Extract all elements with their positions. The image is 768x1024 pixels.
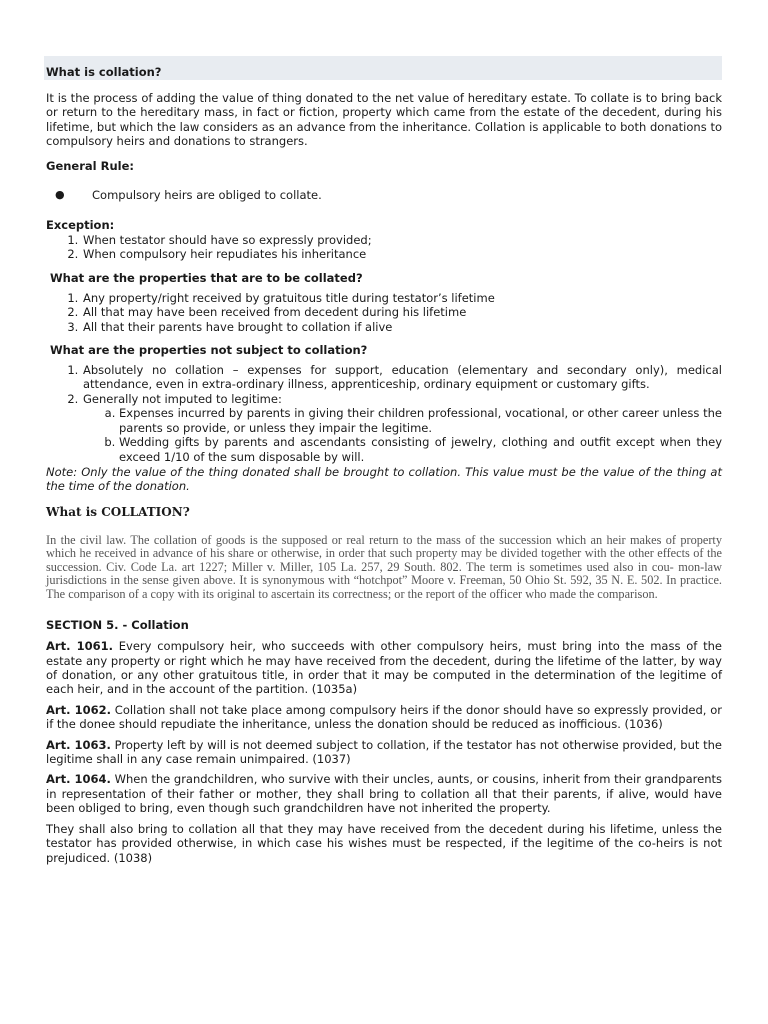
exception-list	[46, 233, 722, 262]
list-item: 1. Any property/right received by gratuitous title during testator’s lifetime	[82, 291, 722, 305]
note-paragraph: Note: Only the value of the thing donated shall be brought to collation. This value must be the value of the thing at the time of the donation.	[46, 464, 722, 494]
general-rule-heading: General Rule:	[46, 158, 134, 173]
article-1062: Art. 1062. Collation shall not take place among compulsory heirs if the donor should have so expressly provided, or if the donee should repudiate the inheritance, unless the donation should be reduced as inofficious. (1036)	[46, 702, 722, 732]
list-item: 1. Absolutely no collation – expenses for support, education (elementary and secondary only), medical attendance, even in extra-ordinary illness, apprenticeship, ordinary equipment or customary gifts.	[82, 363, 722, 392]
exception-heading: Exception:	[46, 218, 115, 233]
article-1064: Art. 1064. When the grandchildren, who survive with their uncles, aunts, or cousins, inherit from their grandparents in representation of their father or mother, they shall bring to collation all that their parents, if alive, would have been obliged to bring, even though such grandchildren have not inherited the property.	[46, 772, 722, 816]
question-banner	[44, 56, 722, 80]
collated-heading: What are the properties that are to be collated?	[50, 270, 363, 285]
list-item: 2. Generally not imputed to legitime: a. Expenses incurred by parents in giving their children professional, vocational, or other career unless the parents so provide, or unless they impair the legitime. b. Wedding gifts by parents and ascendants consisting of jewelry, clothing and outfit except when they exceed 1/10 of the sum disposable by will.	[82, 392, 722, 464]
list-item: 2. When compulsory heir repudiates his inheritance	[82, 247, 722, 261]
sub-list-item: a. Expenses incurred by parents in giving their children professional, vocational, or other career unless the parents so provide, or unless they impair the legitime.	[119, 406, 722, 435]
sub-list	[83, 406, 722, 464]
article-1061: Art. 1061. Every compulsory heir, who succeeds with other compulsory heirs, must bring into the mass of the estate any property or right which he may have received from the decedent, during the lifetime of the latter, by way of donation, or any other gratuitous title, in order that it may be computed in the determination of the legitime of each heir, and in the account of the partition. (1035a)	[46, 639, 722, 697]
collation-heading: What is COLLATION?	[46, 504, 190, 519]
list-item: 1. When testator should have so expressly provided;	[82, 233, 722, 247]
list-item: 2. All that may have been received from decedent during his lifetime	[82, 305, 722, 319]
definition-paragraph: It is the process of adding the value of thing donated to the net value of hereditary estate. To collate is to bring back or return to the hereditary mass, in fact or fiction, property which came from the estate of the decedent, during his lifetime, but which the law considers as an advance from the inheritance. Collation is applicable to both donations to compulsory heirs and donations to strangers.	[46, 91, 722, 149]
not-collated-heading: What are the properties not subject to collation?	[50, 343, 368, 358]
collated-list	[46, 291, 722, 334]
bullet-icon: ●	[55, 187, 65, 201]
collation-definition: In the civil law. The collation of goods is the supposed or real return to the mass of the succession which an heir makes of property which he received in advance of his share or otherwise, in order that such property may be divided together with the other effects of the succession. Civ. Code La. art 1227; Miller v. Miller, 105 La. 257, 29 South. 802. The term is sometimes used also in cou- mon-law jurisdictions in the sense given above. It is synonymous with “hotchpot” Moore v. Freeman, 50 Ohio St. 592, 35 N. E. 502. In practice. The comparison of a copy with its original to ascertain its correctness; or the report of the officer who made the comparison.	[46, 532, 722, 601]
sub-list-item: b. Wedding gifts by parents and ascendants consisting of jewelry, clothing and outfit except when they exceed 1/10 of the sum disposable by will.	[119, 435, 722, 464]
article-1063: Art. 1063. Property left by will is not deemed subject to collation, if the testator has not otherwise provided, but the legitime shall in any case remain unimpaired. (1037)	[46, 737, 722, 767]
section-title: What is collation?	[46, 65, 162, 79]
list-item: 3. All that their parents have brought to collation if alive	[82, 320, 722, 334]
article-1064-continuation: They shall also bring to collation all that they may have received from the decedent during his lifetime, unless the testator has provided otherwise, in which case his wishes must be respected, if the legitime of the co-heirs is not prejudiced. (1038)	[46, 821, 722, 865]
section5-heading: SECTION 5. - Collation	[46, 618, 189, 633]
document-page	[46, 56, 722, 865]
not-collated-list	[46, 363, 722, 464]
general-rule-list	[46, 188, 722, 202]
list-item: ● Compulsory heirs are obliged to collate.	[55, 187, 322, 202]
